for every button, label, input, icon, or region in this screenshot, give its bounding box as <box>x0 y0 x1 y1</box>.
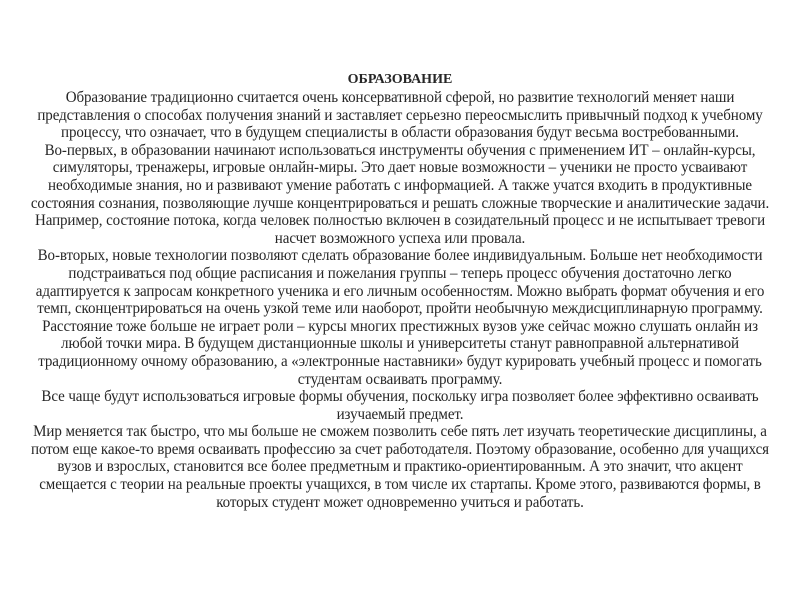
text-line: состояния сознания, позволяющие лучше концентрироваться и решать сложные творческие и аналитические задачи. <box>30 194 770 212</box>
text-line: Расстояние тоже больше не играет роли – курсы многих престижных вузов уже сейчас можно слушать онлайн из <box>42 317 758 335</box>
text-line: Во-вторых, новые технологии позволяют сделать образование более индивидуальным. Больше нет необходимости <box>37 247 763 265</box>
text-line: потом еще какое-то время осваивать профессию за счет работодателя. Поэтому образование, особенно для учащихся <box>30 440 770 458</box>
text-line: Образование традиционно считается очень консервативной сферой, но развитие технологий меняет наши <box>65 89 735 106</box>
text-line: симуляторы, тренажеры, игровые онлайн-миры. Это дает новые возможности – ученики не просто усваивают <box>52 159 748 177</box>
text-line: вузов и взрослых, становится все более предметным и практико-ориентированным. А это значит, что акцент <box>57 458 743 476</box>
text-line: насчет возможного успеха или провала. <box>274 229 526 247</box>
text-line: любой точки мира. В будущем дистанционные школы и университеты станут равноправной альтернативой <box>61 335 739 353</box>
text-line: смещается с теории на реальные проекты учащихся, в том числе их стартапы. Кроме этого, развиваются формы, в <box>39 476 761 494</box>
text-line: Например, состояние потока, когда человек полностью включен в созидательный процесс и не испытывает тревоги <box>34 212 766 230</box>
text-line: традиционному очному образованию, а «электронные наставники» будут курировать учебный процесс и помогать <box>38 352 762 370</box>
text-line: изучаемый предмет. <box>336 405 464 423</box>
text-line: процессу, что означает, что в будущем специалисты в области образования будут весьма востребованными. <box>61 124 739 142</box>
text-line: подстраиваться под общие расписания и пожелания группы – теперь процесс обучения достаточно легко <box>68 264 732 282</box>
text-line: Все чаще будут использоваться игровые формы обучения, поскольку игра позволяет более эффективно осваивать <box>41 388 759 406</box>
text-line: представления о способах получения знаний и заставляет серьезно переосмыслить привычный подход к учебному <box>37 106 763 124</box>
paragraph <box>0 247 800 388</box>
document-body <box>0 71 800 511</box>
text-line: необходимые знания, но и развивают умение работать с информацией. А также учатся входить в продуктивные <box>48 176 752 194</box>
text-line: темп, сконцентрироваться на очень узкой теме или наоборот, пройти необычную междисциплинарную программу. <box>37 300 763 318</box>
paragraph <box>0 423 800 511</box>
paragraph <box>0 142 800 248</box>
paragraph <box>0 89 800 142</box>
document-title: ОБРАЗОВАНИЕ <box>347 72 453 87</box>
text-line: которых студент может одновременно учиться и работать. <box>216 493 584 511</box>
paragraph <box>0 388 800 423</box>
text-line: Во-первых, в образовании начинают использоваться инструменты обучения с применением ИТ – онлайн-курсы, <box>44 141 756 159</box>
text-line: студентам осваивать программу. <box>297 370 503 388</box>
text-line: адаптируется к запросам конкретного ученика и его личным особенностям. Можно выбрать формат обучения и его <box>35 282 765 300</box>
text-line: Мир меняется так быстро, что мы больше не сможем позволить себе пять лет изучать теоретические дисциплины, а <box>33 423 767 441</box>
paragraphs <box>0 89 800 511</box>
